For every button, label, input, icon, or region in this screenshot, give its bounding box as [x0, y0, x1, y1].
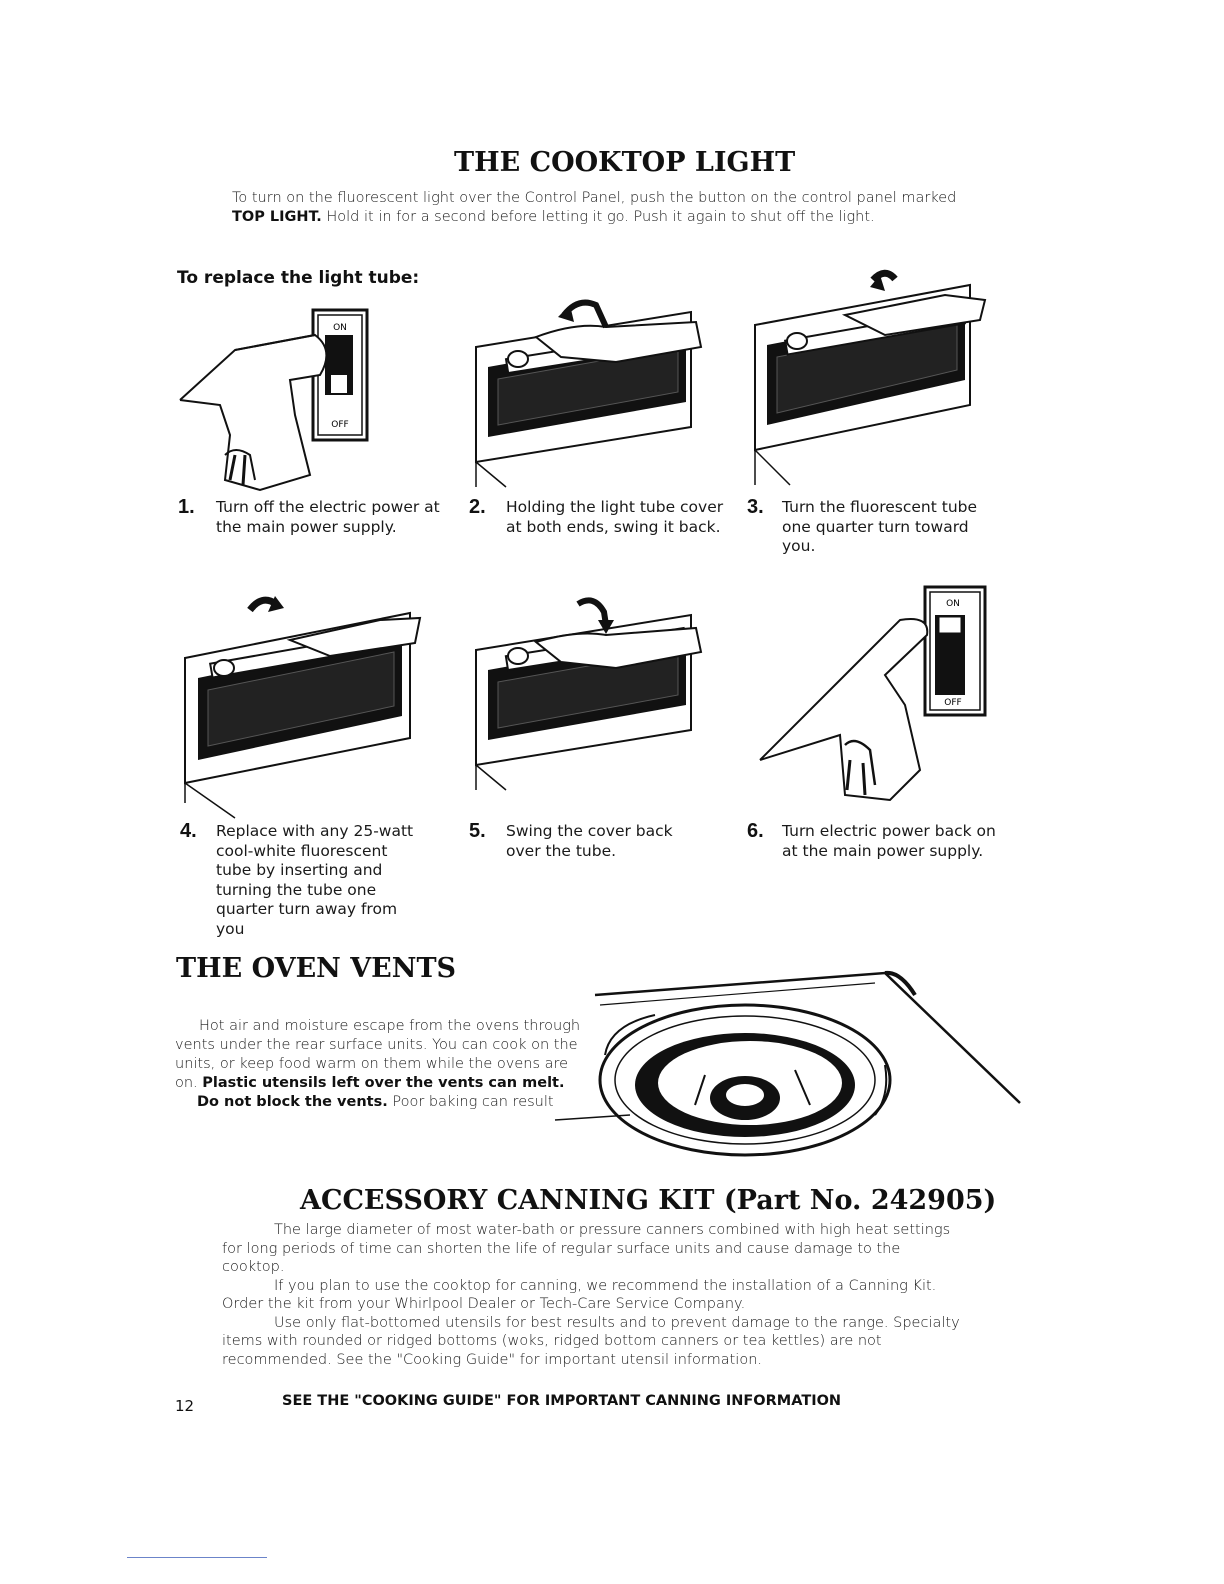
intro-text-a: To turn on the fluorescent light over the Control Panel, push the button on the control panel marked: [232, 190, 957, 206]
oven-vents-text: [175, 1017, 590, 1112]
step-1-text: Turn off the electric power at the main power supply.: [216, 498, 440, 536]
canning-footer-note: SEE THE "COOKING GUIDE" FOR IMPORTANT CANNING INFORMATION: [282, 1393, 842, 1409]
replace-heading: To replace the light tube:: [177, 268, 420, 288]
switch-on-illustration: [755, 585, 990, 810]
step-5-number: 5.: [469, 820, 486, 842]
oven-vents-title: THE OVEN VENTS: [176, 953, 457, 984]
top-light-label: TOP LIGHT.: [232, 209, 322, 225]
cooktop-light-title: THE COOKTOP LIGHT: [454, 147, 796, 178]
step-6-text: Turn electric power back on at the main power supply.: [782, 822, 996, 860]
switch-off-label: OFF: [331, 420, 349, 430]
switch-off-illustration: [175, 305, 375, 495]
canning-paragraph-3: Use only flat-bottomed utensils for best results and to prevent damage to the range. Specialty items with rounded or ridged bottoms (woks, ridged bottom canners or tea kettles) are not recommended. See the "Cooking Guide" for important utensil information.: [222, 1314, 960, 1368]
replace-tube-illustration: [180, 588, 430, 808]
turn-tube-toward-illustration: [745, 265, 995, 490]
canning-kit-text: [222, 1221, 964, 1369]
step-6-number: 6.: [747, 820, 764, 842]
vents-text-a: Hot air and moisture escape from the ovens through vents under the rear surface units. You can cook on the units, or keep food warm on them while the ovens are on.: [175, 1018, 581, 1091]
step-3-text: Turn the fluorescent tube one quarter turn toward you.: [782, 498, 978, 555]
switch-on-label-2: ON: [946, 599, 960, 609]
step-4-text: Replace with any 25-watt cool-white fluorescent tube by inserting and turning the tube one quarter turn away from you: [216, 822, 414, 938]
step-2-number: 2.: [469, 496, 486, 518]
do-not-block-warning: Do not block the vents.: [197, 1094, 388, 1110]
step-2-text: Holding the light tube cover at both ends, swing it back.: [506, 498, 724, 536]
switch-off-label-2: OFF: [944, 698, 962, 708]
canning-paragraph-2: If you plan to use the cooktop for canning, we recommend the installation of a Canning Kit. Order the kit from your Whirlpool Dealer or Tech-Care Service Company.: [222, 1277, 937, 1312]
step-4-number: 4.: [180, 820, 197, 842]
swing-cover-forward-illustration: [466, 590, 716, 795]
step-1-number: 1.: [178, 496, 195, 518]
cooktop-light-intro: [232, 189, 972, 227]
page-number: 12: [175, 1397, 195, 1415]
canning-paragraph-1: The large diameter of most water-bath or pressure canners combined with high heat settings for long periods of time can shorten the life of regular surface units and cause damage to the cooktop.: [222, 1222, 951, 1275]
plastic-utensils-warning: Plastic utensils left over the vents can melt.: [202, 1075, 565, 1091]
oven-vent-illustration: [555, 955, 1020, 1165]
canning-kit-title: ACCESSORY CANNING KIT (Part No. 242905): [300, 1185, 997, 1216]
swing-cover-back-illustration: [466, 287, 716, 492]
switch-on-label: ON: [333, 323, 347, 333]
vents-text-b: Poor baking can result: [387, 1094, 554, 1110]
step-5-text: Swing the cover back over the tube.: [506, 822, 673, 860]
intro-text-b: Hold it in for a second before letting it go. Push it again to shut off the light.: [321, 209, 875, 225]
step-3-number: 3.: [747, 496, 764, 518]
bottom-rule: [127, 1557, 267, 1558]
